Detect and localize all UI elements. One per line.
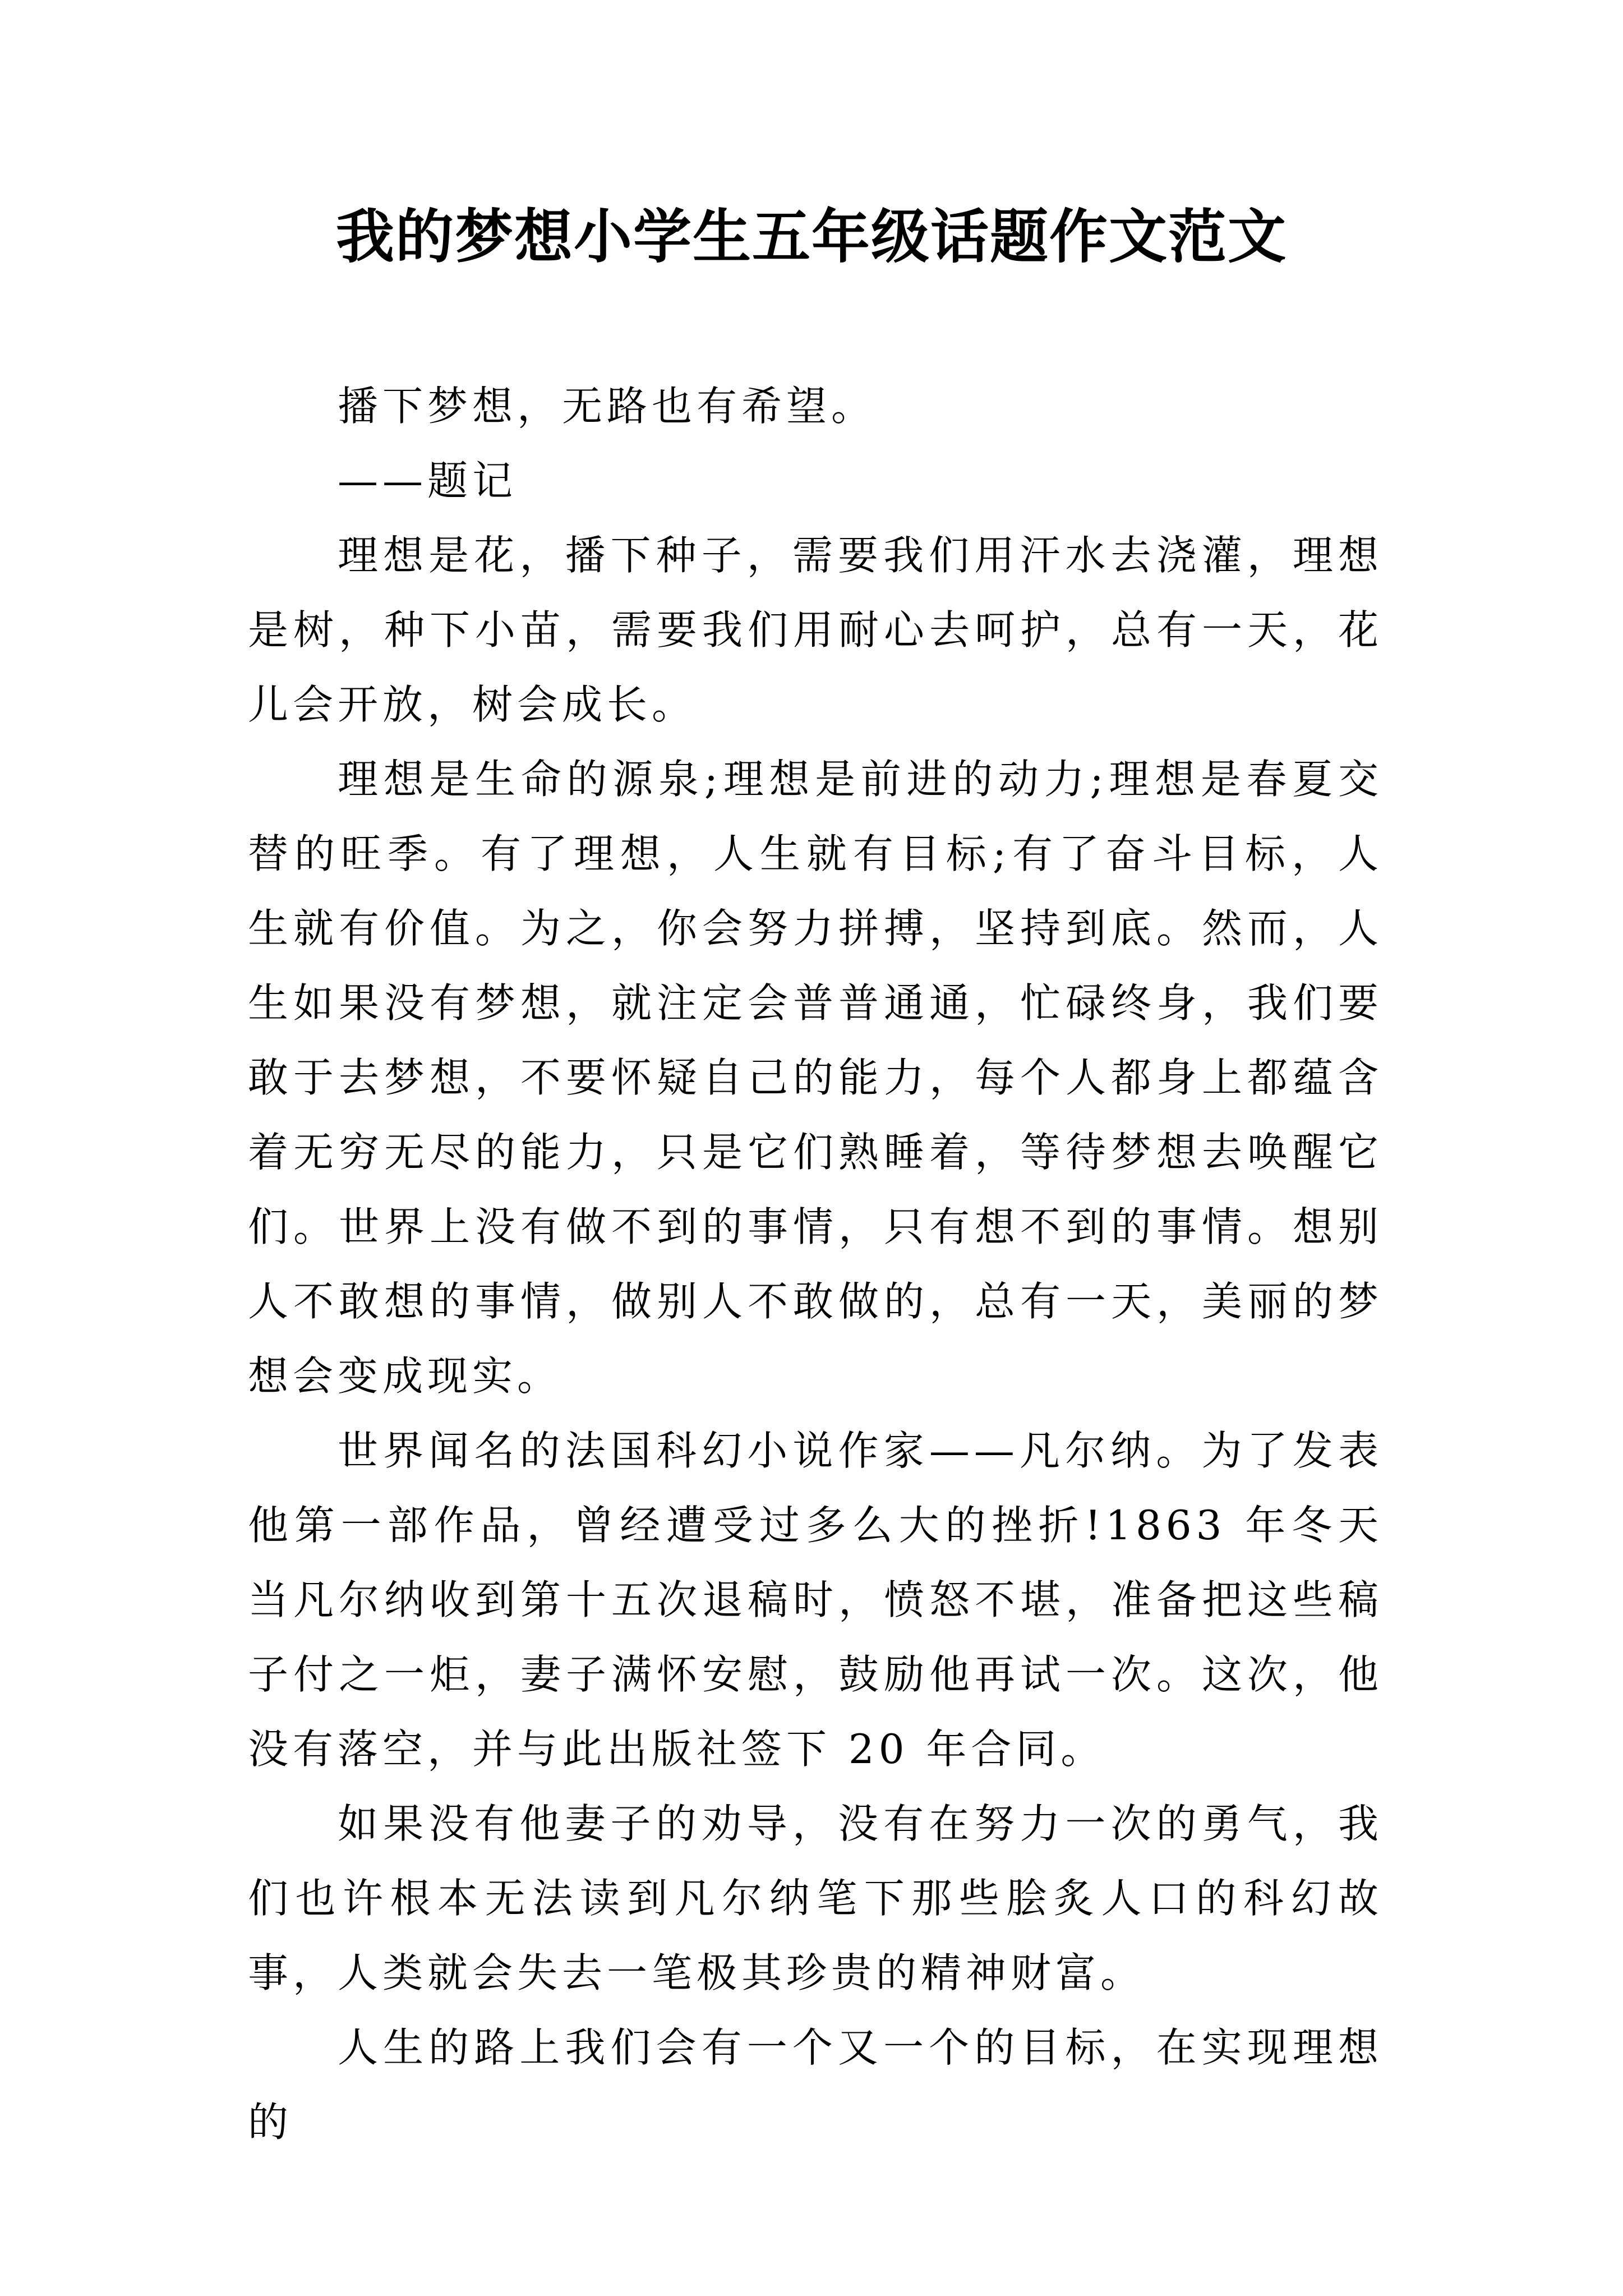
paragraph: 理想是花，播下种子，需要我们用汗水去浇灌，理想是树，种下小苗，需要我们用耐心去呵护，总有一天，花儿会开放，树会成长。: [248, 532, 1383, 728]
paragraph: 如果没有他妻子的劝导，没有在努力一次的勇气，我们也许根本无法读到凡尔纳笔下那些脍炙人口的科幻故事，人类就会失去一笔极其珍贵的精神财富。: [248, 1800, 1383, 1996]
paragraph: 世界闻名的法国科幻小说作家——凡尔纳。为了发表他第一部作品，曾经遭受过多么大的挫折!1863 年冬天当凡尔纳收到第十五次退稿时，愤怒不堪，准备把这些稿子付之一炬，妻子满怀安慰，鼓励他再试一次。这次，他没有落空，并与此出版社签下 20 年合同。: [248, 1427, 1383, 1773]
paragraph: 人生的路上我们会有一个又一个的目标，在实现理想的: [248, 2024, 1383, 2146]
paragraph-epigraph: 播下梦想，无路也有希望。: [338, 383, 877, 430]
document-title: 我的梦想小学生五年级话题作文范文: [335, 202, 1287, 271]
paragraph: 理想是生命的源泉;理想是前进的动力;理想是春夏交替的旺季。有了理想，人生就有目标;有了奋斗目标，人生就有价值。为之，你会努力拼搏，坚持到底。然而，人生如果没有梦想，就注定会普普通通，忙碌终身，我们要敢于去梦想，不要怀疑自己的能力，每个人都身上都蕴含着无穷无尽的能力，只是它们熟睡着，等待梦想去唤醒它们。世界上没有做不到的事情，只有想不到的事情。想别人不敢想的事情，做别人不敢做的，总有一天，美丽的梦想会变成现实。: [248, 756, 1383, 1400]
paragraph-epigraph-attribution: ——题记: [338, 457, 518, 504]
document-body: [248, 369, 1383, 2160]
